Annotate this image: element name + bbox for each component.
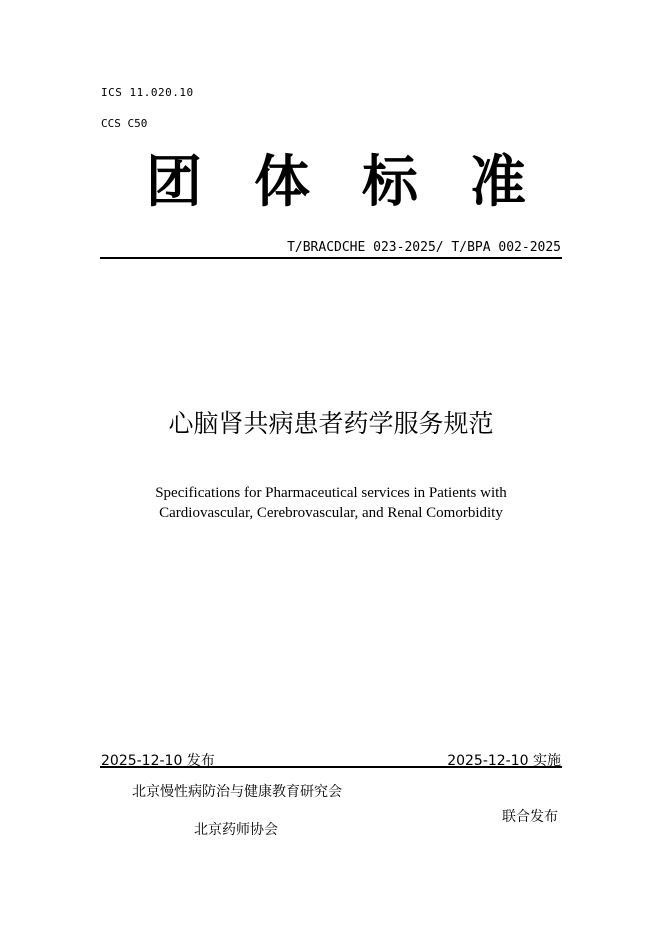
publish-date: 2025-12-10 发布 — [101, 753, 215, 769]
category-char-2: 体 — [254, 149, 310, 215]
chinese-title: 心脑肾共病患者药学服务规范 — [168, 409, 494, 438]
standard-number: T/BRACDCHE 023-2025/ T/BPA 002-2025 — [287, 240, 561, 255]
ccs-code: CCS C50 — [101, 117, 148, 130]
publisher-2: 北京药师协会 — [194, 822, 278, 838]
standard-category-title — [146, 150, 526, 214]
joint-release-label: 联合发布 — [502, 809, 558, 825]
english-title-line-2: Cardiovascular, Cerebrovascular, and Renal Comorbidity — [159, 505, 503, 521]
english-title — [0, 483, 662, 523]
category-char-4: 准 — [470, 149, 526, 215]
ics-code: ICS 11.020.10 — [101, 86, 194, 99]
english-title-line-1: Specifications for Pharmaceutical services in Patients with — [155, 485, 507, 501]
category-char-1: 团 — [146, 149, 202, 215]
top-divider — [100, 257, 562, 259]
category-char-3: 标 — [362, 149, 418, 215]
publisher-1: 北京慢性病防治与健康教育研究会 — [132, 784, 342, 800]
implement-date: 2025-12-10 实施 — [447, 753, 561, 769]
bottom-divider — [100, 766, 562, 768]
